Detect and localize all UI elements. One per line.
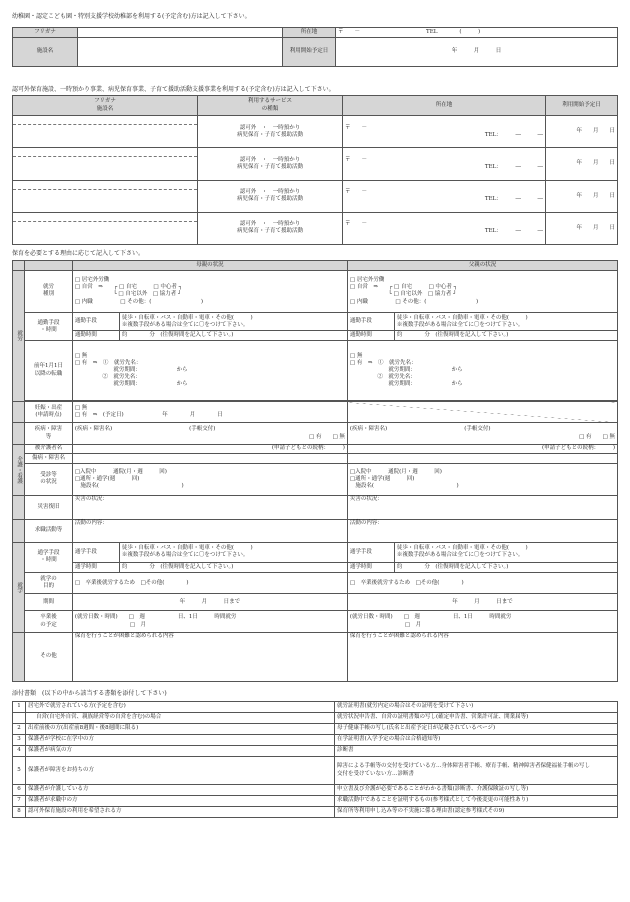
- father-heading: 父親の状況: [347, 261, 617, 271]
- illness-label: 疾病・障害 等: [25, 423, 73, 444]
- attachment-condition: 認可外保育施設の利用を希望される方: [26, 807, 335, 818]
- attachment-number: 3: [13, 735, 26, 746]
- mother-job-change[interactable]: □ 無 □ 有 ⇒ ① 就労先名： 就労期間： から ② 就労先名： 就労期間： から: [72, 341, 347, 401]
- furigana-label: フリガナ: [13, 28, 78, 38]
- attachment-row: [13, 785, 618, 796]
- section2-intro: 認可外保育施設、一時預かり事業、病児保育事業、子育て援助活動支援事業を利用する(予定含む)方は記入して下さい。: [12, 86, 335, 93]
- attachment-row: [13, 735, 618, 746]
- attachment-document: 申立書及び介護が必要であることがわかる書類(診断書、介護保険証の写し等): [335, 785, 618, 796]
- attachment-number: 7: [13, 796, 26, 807]
- facility-row[interactable]: 認可外 ・ 一時預かり 病児保育・子育て援助活動 〒 － TEL： ― ― 年 月 日: [13, 212, 618, 244]
- col-service-type: 利用するサービス の種類: [198, 96, 343, 116]
- attachment-condition: 出産前後の方(出産前8週間・後8週間に限る): [26, 724, 335, 735]
- attachment-document: 在学証明書(入学予定の場合は合格通知等): [335, 735, 618, 746]
- facility-row[interactable]: 認可外 ・ 一時預かり 病児保育・子育て援助活動 〒 － TEL： ― ― 年 月 日: [13, 148, 618, 180]
- work-type-label: 就労 種別: [25, 270, 73, 313]
- attachment-condition: 居宅外で就労されている方(予定を含む): [26, 702, 335, 713]
- mother-carer[interactable]: (申請子どもとの続柄： ): [72, 444, 347, 454]
- other-label: その他: [25, 632, 73, 681]
- attachment-row: [13, 807, 618, 818]
- attachment-document: 母子健康手帳の写し(氏名と出産予定日が記載されているページ): [335, 724, 618, 735]
- father-visit[interactable]: □入院中 通院(月・週 回) □通所・通学(週 回) 施設名( ): [347, 463, 617, 495]
- location-field[interactable]: 〒 － TEL ( ): [336, 28, 618, 38]
- mother-illness[interactable]: (疾病・障害名) (手帳交付) □ 有 □ 無: [72, 423, 347, 444]
- facility-row[interactable]: 認可外 ・ 一時預かり 病児保育・子育て援助活動 〒 － TEL： ― ― 年 月 日: [13, 116, 618, 148]
- mother-job-search[interactable]: 活動の内容：: [72, 519, 347, 543]
- attachment-row: [13, 702, 618, 713]
- father-illness[interactable]: (疾病・障害名) (手帳交付) □ 有 □ 無: [347, 423, 617, 444]
- start-date-field[interactable]: 年 月 日: [336, 38, 618, 67]
- father-school-period[interactable]: 年 月 日まで: [347, 594, 617, 611]
- after-grad-label: 卒業後 の予定: [25, 611, 73, 632]
- facility-field[interactable]: [78, 38, 283, 67]
- mother-commute[interactable]: 通勤手段 徒歩・自転車・バス・自動車・電車・その他( ) ※複数手段がある場合は全てに〇をつけて下さい。 通勤時間 約 分 (往復時間を記入して下さい。): [72, 313, 347, 341]
- attachment-number: 5: [13, 757, 26, 785]
- mother-carer-illness[interactable]: [72, 454, 347, 464]
- kindergarten-table: [12, 27, 618, 67]
- visit-label: 受診等 の状況: [25, 463, 73, 495]
- school-commute-label: 通学手段 ・時間: [25, 543, 73, 573]
- carer-label: 被介護者名: [25, 444, 73, 454]
- school-group-label: 就学: [13, 543, 25, 633]
- school-purpose-label: 就学の 目的: [25, 572, 73, 593]
- attachment-row: [13, 724, 618, 735]
- father-pregnancy-na: [347, 402, 617, 423]
- facility-label: 施設名: [13, 38, 78, 67]
- col-start-date: 利用開始予定日: [546, 96, 618, 116]
- job-change-label: 前年1月1日 以降の転職: [25, 341, 73, 401]
- attachment-number: 4: [13, 746, 26, 757]
- mother-visit[interactable]: □入院中 通院(月・週 回) □通所・通学(週 回) 施設名( ): [72, 463, 347, 495]
- attachments-table: [12, 701, 618, 818]
- furigana-field[interactable]: [78, 28, 283, 38]
- attachment-condition: 自営(自宅外自営、親族経営等の自営を含む)の場合: [26, 713, 335, 724]
- work-group-label: 就労: [13, 270, 25, 401]
- mother-heading: 母親の状況: [72, 261, 347, 271]
- attachment-condition: 保護者が求職中の方: [26, 796, 335, 807]
- father-job-change[interactable]: □ 無 □ 有 ⇒ ① 就労先名： 就労期間： から ② 就労先名： 就労期間： から: [347, 341, 617, 401]
- col-facility-name: フリガナ 施設名: [13, 96, 198, 116]
- attachment-row: [13, 713, 618, 724]
- father-disaster[interactable]: 災害の状況：: [347, 496, 617, 520]
- mother-disaster[interactable]: 災害の状況：: [72, 496, 347, 520]
- mother-work-type[interactable]: □ 居宅外労働 □ 自営 ⇒ ┌ □ 自宅 □ 中心者 ┐ └ □ 自宅以外 □ 協力者 ┘ □ 内職 □ その他：( ): [72, 270, 347, 313]
- attachment-document: 求職活動中であることを証明するもの(参考様式として今後変更の可能性あり): [335, 796, 618, 807]
- mother-school-period[interactable]: 年 月 日まで: [72, 594, 347, 611]
- father-carer-illness[interactable]: [347, 454, 617, 464]
- facility-row[interactable]: 認可外 ・ 一時預かり 病児保育・子育て援助活動 〒 － TEL： ― ― 年 月 日: [13, 180, 618, 212]
- section1-intro: 幼稚園・認定こども園・特別支援学校幼稚部を利用する(予定含む)方は記入して下さい。: [12, 13, 251, 20]
- father-school-purpose[interactable]: □ 卒業後就労するため □その他( ): [347, 572, 617, 593]
- attachment-number: 6: [13, 785, 26, 796]
- attachment-row: [13, 746, 618, 757]
- attachment-condition: 保護者が介護している方: [26, 785, 335, 796]
- commute-label: 通勤手段 ・時間: [25, 313, 73, 341]
- father-work-type[interactable]: □ 居宅外労働 □ 自営 ⇒ ┌ □ 自宅 □ 中心者 ┐ └ □ 自宅以外 □ 協力者 ┘ □ 内職 □ その他：( ): [347, 270, 617, 313]
- father-school-commute[interactable]: 通学手段 徒歩・自転車・バス・自動車・電車・その他( ) ※複数手段がある場合は全てに〇をつけて下さい。 通学時間 約 分 (往復時間を記入して下さい。): [347, 543, 617, 573]
- attachment-condition: 保護者が学校に在学中の方: [26, 735, 335, 746]
- attachment-document: 就労証明書(就労内定の場合はその証明を受けて下さい): [335, 702, 618, 713]
- location-label: 所在地: [283, 28, 336, 38]
- section3-intro: 保育を必要とする理由に応じて記入して下さい。: [12, 250, 145, 257]
- mother-school-purpose[interactable]: □ 卒業後就労するため □その他( ): [72, 572, 347, 593]
- school-period-label: 期間: [25, 594, 73, 611]
- pregnancy-label: 妊娠・出産 (申請時点): [25, 402, 73, 423]
- attachment-document: 診断書: [335, 746, 618, 757]
- unlicensed-facility-table: [12, 95, 618, 245]
- attachment-document: 就労状況申告書、自営の証明書類の写し(確定申告書、営業許可証、開業届等): [335, 713, 618, 724]
- disaster-label: 災害復旧: [25, 496, 73, 520]
- father-after-grad[interactable]: (就労日数・時間) □ 週 日、1日 時間就労 □ 月: [347, 611, 617, 632]
- attachment-number: [13, 713, 26, 724]
- start-date-label: 利用開始予定日: [283, 38, 336, 67]
- attachment-row: [13, 757, 618, 785]
- childcare-reason-table: [12, 260, 618, 682]
- attachment-condition: 保護者が病気の方: [26, 746, 335, 757]
- mother-pregnancy[interactable]: □ 無 □ 有 ⇒ (予定日) 年 月 日: [72, 402, 347, 423]
- father-job-search[interactable]: 活動の内容：: [347, 519, 617, 543]
- mother-after-grad[interactable]: (就労日数・時間) □ 週 日、1日 時間就労 □ 月: [72, 611, 347, 632]
- mother-school-commute[interactable]: 通学手段 徒歩・自転車・バス・自動車・電車・その他( ) ※複数手段がある場合は全てに〇をつけて下さい。 通学時間 約 分 (往復時間を記入して下さい。): [72, 543, 347, 573]
- care-group-label: 介護・看護: [13, 444, 25, 495]
- father-carer[interactable]: (申請子どもとの続柄： ): [347, 444, 617, 454]
- attachment-document: 保育所等利用申し込み等の不実施に係る理由書(認定参考様式その9): [335, 807, 618, 818]
- father-commute[interactable]: 通勤手段 徒歩・自転車・バス・自動車・電車・その他( ) ※複数手段がある場合は全てに〇をつけて下さい。 通勤時間 約 分 (往復時間を記入して下さい。): [347, 313, 617, 341]
- attachment-row: [13, 796, 618, 807]
- attachment-number: 8: [13, 807, 26, 818]
- section4-intro: 添付書類 (以下の中から該当する書類を添付して下さい): [12, 690, 167, 697]
- mother-other[interactable]: 保育を行うことが困難と認められる内容: [72, 632, 347, 681]
- carer-illness-label: 傷病・障害名: [25, 454, 73, 464]
- col-location: 所在地: [343, 96, 546, 116]
- job-search-label: 求職活動等: [25, 519, 73, 543]
- attachment-number: 1: [13, 702, 26, 713]
- attachment-document: 障害による手帳等の交付を受けている方…身体障害者手帳、療育手帳、精神障害者保健福祉手帳の写し 交付を受けていない方…診断書: [335, 757, 618, 785]
- attachment-number: 2: [13, 724, 26, 735]
- attachment-condition: 保護者が障害をお持ちの方: [26, 757, 335, 785]
- father-other[interactable]: 保育を行うことが困難と認められる内容: [347, 632, 617, 681]
